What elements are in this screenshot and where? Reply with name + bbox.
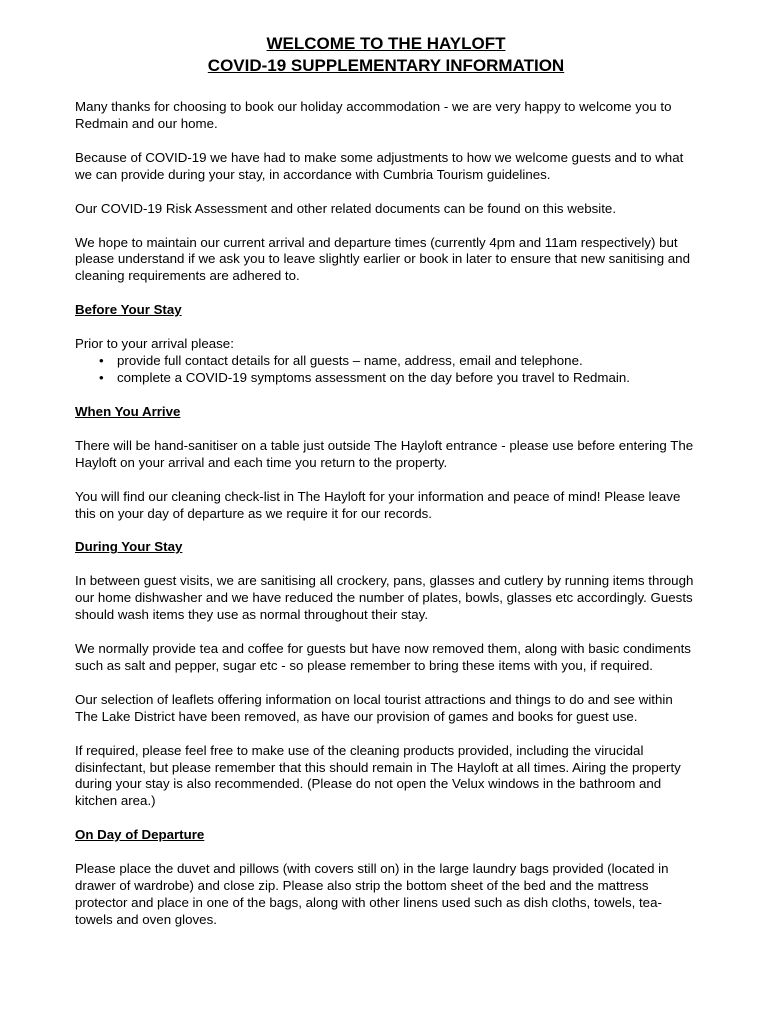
during-paragraph: We normally provide tea and coffee for guests but have now removed them, along with basic condiments such as salt and pepper, sugar etc - so please remember to bring these items with you, if required. (75, 641, 691, 673)
during-paragraph: In between guest visits, we are sanitising all crockery, pans, glasses and cutlery by running items through our home dishwasher and we have reduced the number of plates, bowls, glasses etc accordingly. Guests should wash items they use as normal throughout their stay. (75, 573, 694, 623)
section-heading-during: During Your Stay (75, 539, 183, 555)
before-list (75, 353, 697, 387)
section-heading-before: Before Your Stay (75, 302, 182, 318)
arrive-paragraph: There will be hand-sanitiser on a table just outside The Hayloft entrance - please use before entering The Hayloft on your arrival and each time you return to the property. (75, 437, 694, 470)
section-heading-arrive: When You Arrive (75, 403, 181, 419)
intro-paragraph: Many thanks for choosing to book our holiday accommodation - we are very happy to welcome you to Redmain and our home. (75, 99, 672, 131)
list-item: • provide full contact details for all guests – name, address, email and telephone. (99, 353, 697, 370)
section-heading-departure: On Day of Departure (75, 827, 205, 843)
during-paragraph: If required, please feel free to make use of the cleaning products provided, including the virucidal disinfectant, but please remember that this should remain in The Hayloft at all times. Airing the property during your stay is also recommended. (Please do not open the Velux windows in the bathroom and kitchen area.) (75, 742, 681, 809)
list-item: • complete a COVID-19 symptoms assessment on the day before you travel to Redmain. (99, 370, 697, 387)
document-title: WELCOME TO THE HAYLOFT (266, 34, 506, 53)
document-subtitle: COVID-19 SUPPLEMENTARY INFORMATION (207, 56, 565, 75)
intro-paragraph: Our COVID-19 Risk Assessment and other related documents can be found on this website. (75, 200, 617, 216)
intro-paragraph: We hope to maintain our current arrival and departure times (currently 4pm and 11am respectively) but please understand if we ask you to leave slightly earlier or book in later to ensure that new sanitising and cleaning requirements are adhered to. (75, 234, 690, 284)
before-lead: Prior to your arrival please: (75, 336, 234, 352)
during-paragraph: Our selection of leaflets offering information on local tourist attractions and things to do and see within The Lake District have been removed, as have our provision of games and books for guest use. (75, 691, 673, 724)
intro-paragraph: Because of COVID-19 we have had to make some adjustments to how we welcome guests and to what we can provide during your stay, in accordance with Cumbria Tourism guidelines. (75, 149, 684, 182)
departure-paragraph: Please place the duvet and pillows (with covers still on) in the large laundry bags provided (located in drawer of wardrobe) and close zip. Please also strip the bottom sheet of the bed and the mattress protector and place in one of the bags, along with other linens used such as dish cloths, towels, tea-towels and oven gloves. (75, 861, 669, 927)
document-page (75, 33, 697, 946)
arrive-paragraph: You will find our cleaning check-list in The Hayloft for your information and peace of mind! Please leave this on your day of departure as we require it for our records. (75, 488, 681, 521)
